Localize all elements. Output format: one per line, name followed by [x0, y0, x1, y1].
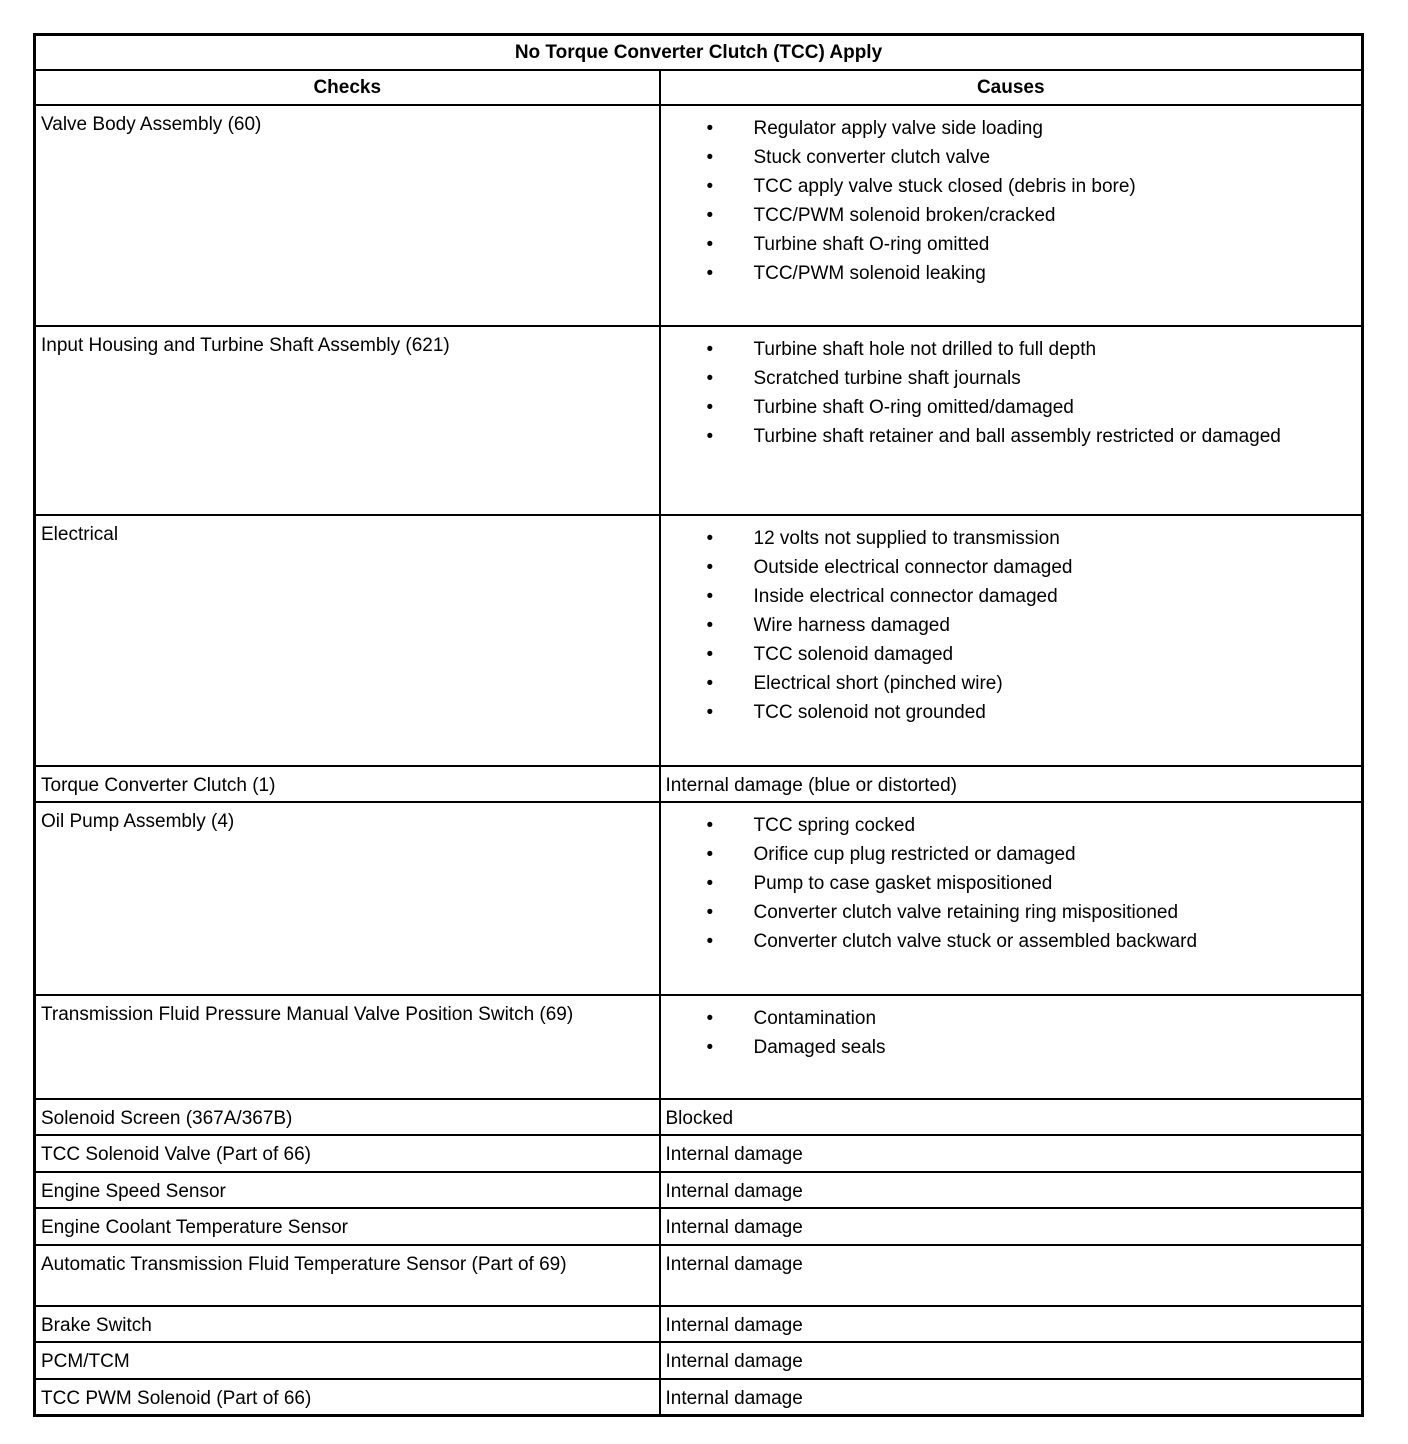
cause-item	[661, 842, 1357, 867]
cause-text: Converter clutch valve stuck or assembled backward	[753, 930, 1198, 952]
check-cell: Automatic Transmission Fluid Temperature Sensor (Part of 69)	[35, 1245, 660, 1306]
cause-text: Pump to case gasket mispositioned	[753, 872, 1053, 894]
causes-cell	[660, 995, 1363, 1099]
cause-item	[661, 671, 1357, 696]
causes-list	[661, 526, 1357, 725]
bullet-icon: •	[706, 701, 714, 723]
cause-cell: Internal damage	[660, 1342, 1363, 1379]
check-cell: Electrical	[35, 515, 660, 766]
check-cell: Transmission Fluid Pressure Manual Valve Position Switch (69)	[35, 995, 660, 1099]
check-cell: TCC Solenoid Valve (Part of 66)	[35, 1135, 660, 1172]
cause-item	[661, 232, 1357, 257]
bullet-icon: •	[706, 814, 714, 836]
cause-text: Turbine shaft O-ring omitted/damaged	[753, 396, 1074, 418]
table-row	[35, 1172, 1363, 1208]
bullet-icon: •	[706, 527, 714, 549]
table-row	[35, 802, 1363, 995]
cause-cell: Internal damage (blue or distorted)	[660, 766, 1363, 802]
bullet-icon: •	[706, 425, 714, 447]
table-row	[35, 995, 1363, 1099]
bullet-icon: •	[706, 843, 714, 865]
cause-item	[661, 337, 1357, 362]
bullet-icon: •	[706, 930, 714, 952]
causes-list	[661, 116, 1357, 286]
check-cell: Brake Switch	[35, 1306, 660, 1342]
check-cell: Input Housing and Turbine Shaft Assembly (621)	[35, 326, 660, 515]
bullet-icon: •	[706, 117, 714, 139]
cause-text: Wire harness damaged	[753, 614, 950, 636]
cause-item	[661, 871, 1357, 896]
cause-text: TCC/PWM solenoid leaking	[753, 262, 986, 284]
cause-item	[661, 203, 1357, 228]
cause-text: Turbine shaft retainer and ball assembly restricted or damaged	[753, 425, 1281, 447]
bullet-icon: •	[706, 175, 714, 197]
bullet-icon: •	[706, 338, 714, 360]
causes-cell	[660, 326, 1363, 515]
cause-text: Converter clutch valve retaining ring mispositioned	[753, 901, 1179, 923]
cause-text: Scratched turbine shaft journals	[753, 367, 1021, 389]
causes-list	[661, 813, 1357, 954]
cause-item	[661, 642, 1357, 667]
bullet-icon: •	[706, 1007, 714, 1029]
check-cell: Valve Body Assembly (60)	[35, 105, 660, 326]
cause-item	[661, 555, 1357, 580]
cause-text: TCC solenoid damaged	[753, 643, 954, 665]
cause-item	[661, 613, 1357, 638]
bullet-icon: •	[706, 1036, 714, 1058]
cause-item	[661, 366, 1357, 391]
cause-cell: Internal damage	[660, 1135, 1363, 1172]
table-row	[35, 1208, 1363, 1245]
bullet-icon: •	[706, 585, 714, 607]
check-cell: PCM/TCM	[35, 1342, 660, 1379]
cause-text: Electrical short (pinched wire)	[753, 672, 1003, 694]
check-cell: Engine Speed Sensor	[35, 1172, 660, 1208]
cause-cell: Internal damage	[660, 1245, 1363, 1306]
cause-text: 12 volts not supplied to transmission	[753, 527, 1060, 549]
check-cell: Torque Converter Clutch (1)	[35, 766, 660, 802]
table-row	[35, 105, 1363, 326]
check-cell: Solenoid Screen (367A/367B)	[35, 1099, 660, 1135]
causes-list	[661, 337, 1357, 449]
table-row	[35, 1245, 1363, 1306]
cause-item	[661, 145, 1357, 170]
table-row	[35, 515, 1363, 766]
bullet-icon: •	[706, 614, 714, 636]
cause-cell: Internal damage	[660, 1172, 1363, 1208]
bullet-icon: •	[706, 204, 714, 226]
bullet-icon: •	[706, 643, 714, 665]
cause-cell: Internal damage	[660, 1208, 1363, 1245]
check-cell: Oil Pump Assembly (4)	[35, 802, 660, 995]
cause-item	[661, 1006, 1357, 1031]
column-header-causes: Causes	[660, 70, 1363, 105]
bullet-icon: •	[706, 556, 714, 578]
cause-item	[661, 261, 1357, 286]
bullet-icon: •	[706, 872, 714, 894]
check-cell: Engine Coolant Temperature Sensor	[35, 1208, 660, 1245]
cause-item	[661, 929, 1357, 954]
cause-text: Turbine shaft hole not drilled to full depth	[753, 338, 1097, 360]
cause-item	[661, 395, 1357, 420]
table-row	[35, 1135, 1363, 1172]
cause-text: Inside electrical connector damaged	[753, 585, 1058, 607]
bullet-icon: •	[706, 396, 714, 418]
bullet-icon: •	[706, 262, 714, 284]
cause-text: TCC/PWM solenoid broken/cracked	[753, 204, 1056, 226]
table-row	[35, 1379, 1363, 1416]
cause-cell: Internal damage	[660, 1379, 1363, 1416]
table-row	[35, 326, 1363, 515]
cause-item	[661, 424, 1357, 449]
causes-cell	[660, 515, 1363, 766]
table-row	[35, 1342, 1363, 1379]
column-header-checks: Checks	[35, 70, 660, 105]
table-row	[35, 1099, 1363, 1135]
cause-text: Damaged seals	[753, 1036, 886, 1058]
cause-text: Orifice cup plug restricted or damaged	[753, 843, 1076, 865]
cause-item	[661, 1035, 1357, 1060]
bullet-icon: •	[706, 146, 714, 168]
cause-text: Contamination	[753, 1007, 877, 1029]
causes-cell	[660, 105, 1363, 326]
cause-text: Outside electrical connector damaged	[753, 556, 1073, 578]
cause-text: TCC solenoid not grounded	[753, 701, 986, 723]
cause-text: TCC spring cocked	[753, 814, 916, 836]
cause-item	[661, 584, 1357, 609]
cause-item	[661, 900, 1357, 925]
cause-text: TCC apply valve stuck closed (debris in bore)	[753, 175, 1136, 197]
causes-list	[661, 1006, 1357, 1060]
check-cell: TCC PWM Solenoid (Part of 66)	[35, 1379, 660, 1416]
cause-text: Regulator apply valve side loading	[753, 117, 1043, 139]
cause-cell: Internal damage	[660, 1306, 1363, 1342]
cause-item	[661, 813, 1357, 838]
cause-item	[661, 700, 1357, 725]
cause-text: Turbine shaft O-ring omitted	[753, 233, 990, 255]
table-title: No Torque Converter Clutch (TCC) Apply	[35, 35, 1363, 70]
cause-text: Stuck converter clutch valve	[753, 146, 991, 168]
bullet-icon: •	[706, 233, 714, 255]
table-row	[35, 766, 1363, 802]
cause-cell: Blocked	[660, 1099, 1363, 1135]
table-row	[35, 1306, 1363, 1342]
causes-cell	[660, 802, 1363, 995]
bullet-icon: •	[706, 672, 714, 694]
bullet-icon: •	[706, 901, 714, 923]
tcc-diagnosis-table	[33, 33, 1364, 1417]
cause-item	[661, 174, 1357, 199]
bullet-icon: •	[706, 367, 714, 389]
cause-item	[661, 116, 1357, 141]
cause-item	[661, 526, 1357, 551]
